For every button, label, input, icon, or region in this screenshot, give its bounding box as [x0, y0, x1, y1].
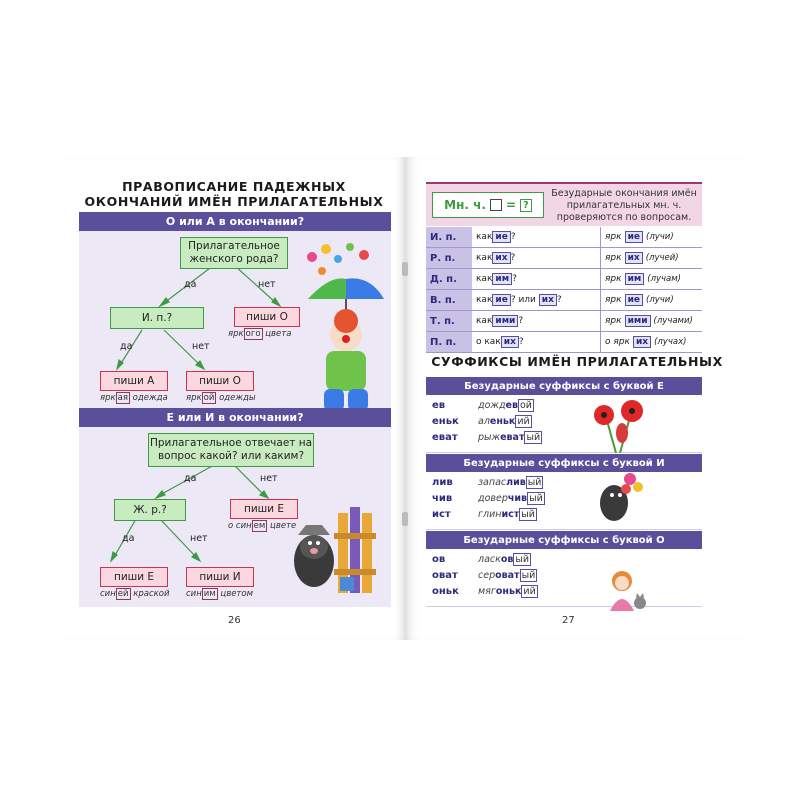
word-suffix: еньк	[489, 416, 516, 427]
suffix-list	[432, 399, 472, 447]
example-i	[186, 589, 253, 599]
case-name: В. п.	[426, 290, 472, 311]
question-text: ?	[518, 337, 524, 347]
case-example	[601, 311, 703, 332]
example-words	[478, 399, 578, 447]
example-stem: син	[186, 589, 202, 599]
question-text: ?	[556, 295, 562, 305]
case-example	[601, 332, 703, 353]
suffix-list	[432, 476, 472, 524]
example-note: (лучей)	[645, 253, 679, 263]
example-note: (лучах)	[654, 337, 687, 347]
suffix-item: оньк	[432, 586, 459, 597]
example-ending: ем	[253, 521, 266, 531]
rule-formula	[432, 192, 544, 218]
yes-label-4: да	[122, 533, 135, 544]
example-word	[478, 415, 578, 431]
rule-box	[426, 182, 702, 226]
question-kakoi: Прилагательное отвечает на вопрос какой? или каким?	[148, 433, 314, 467]
example-rest: цветом	[217, 589, 253, 599]
word-suffix: ист	[501, 509, 520, 520]
example-ending: им	[625, 273, 645, 285]
case-example	[601, 269, 703, 290]
word-stem: сер	[478, 570, 496, 581]
case-question	[472, 227, 601, 248]
word-suffix: чив	[507, 493, 528, 504]
word-ending: ый	[515, 554, 530, 565]
case-example	[601, 248, 703, 269]
write-o: пиши О	[186, 371, 254, 391]
suffix-item: лив	[432, 477, 453, 488]
case-name: П. п.	[426, 332, 472, 353]
left-page	[64, 157, 406, 640]
example-rest: одежда	[129, 393, 168, 403]
question-text: как	[476, 295, 493, 305]
case-row	[426, 248, 702, 269]
word-stem: ал	[478, 416, 490, 427]
example-word	[478, 585, 578, 601]
cases-table	[426, 227, 702, 353]
example-stem: о ярк	[605, 337, 630, 347]
formula-label: Мн. ч.	[444, 198, 486, 212]
case-row	[426, 311, 702, 332]
question-text: как	[476, 253, 493, 263]
case-name: Р. п.	[426, 248, 472, 269]
case-example	[601, 290, 703, 311]
ip-box: И. п.?	[110, 307, 204, 329]
staple-bottom	[402, 512, 408, 526]
suffix-item: чив	[432, 493, 453, 504]
suffix-list	[432, 553, 472, 601]
example-ending: ие	[625, 231, 643, 243]
no-label-4: нет	[190, 533, 208, 544]
poppies-illustration	[586, 397, 656, 453]
question-ending: их	[539, 294, 557, 306]
word-stem: ласк	[478, 554, 501, 565]
word-suffix: лив	[506, 477, 526, 488]
no-label-1: нет	[258, 279, 276, 290]
girl-with-cat-illustration	[602, 567, 650, 613]
write-o-top: пиши О	[234, 307, 300, 327]
case-row	[426, 332, 702, 353]
case-name: Т. п.	[426, 311, 472, 332]
word-ending: ый	[521, 509, 535, 520]
example-ending: ой	[203, 393, 215, 403]
example-stem: ярк	[605, 274, 622, 284]
example-word	[478, 569, 578, 585]
example-ending: их	[633, 336, 651, 348]
word-ending: ый	[521, 570, 536, 581]
question-text: ?	[510, 232, 516, 242]
example-word	[478, 492, 578, 508]
example-note: (лучи)	[646, 295, 674, 305]
case-question	[472, 269, 601, 290]
example-stem: ярк	[605, 253, 622, 263]
case-question	[472, 290, 601, 311]
word-ending: ой	[519, 400, 532, 411]
word-suffix: оньк	[495, 586, 522, 597]
example-rest: краской	[130, 589, 170, 599]
page-number-right: 27	[562, 615, 575, 626]
example-ending: ие	[625, 294, 643, 306]
question-text: ? или	[510, 295, 539, 305]
left-page-title: ПРАВОПИСАНИЕ ПАДЕЖНЫХ ОКОНЧАНИЙ ИМЁН ПРИЛАГАТЕЛЬНЫХ	[84, 179, 384, 209]
question-text: ?	[510, 253, 516, 263]
suffix-item: оват	[432, 570, 458, 581]
zhr-box: Ж. р.?	[114, 499, 186, 521]
write-a: пиши А	[100, 371, 168, 391]
example-e	[100, 589, 170, 599]
example-stem: о син	[228, 521, 252, 531]
word-suffix: ев	[505, 400, 518, 411]
word-ending: ий	[517, 416, 530, 427]
question-text: как	[476, 232, 493, 242]
suffix-item: ев	[432, 400, 446, 411]
case-row	[426, 290, 702, 311]
example-words	[478, 553, 578, 601]
example-ending: им	[203, 589, 216, 599]
example-stem: син	[100, 589, 116, 599]
page-number-left: 26	[228, 615, 241, 626]
case-row	[426, 227, 702, 248]
case-example	[601, 227, 703, 248]
no-label-3: нет	[260, 473, 278, 484]
staple-top	[402, 262, 408, 276]
example-ending: их	[625, 252, 643, 264]
question-feminine: Прилагательное женского рода?	[180, 237, 288, 269]
question-ending: ие	[492, 231, 510, 243]
word-ending: ый	[526, 432, 541, 443]
question-text: как	[476, 316, 493, 326]
case-question	[472, 311, 601, 332]
mole-with-flowers-illustration	[590, 467, 646, 523]
section1-header: О или А в окончании?	[79, 212, 391, 231]
word-suffix: ов	[500, 554, 514, 565]
write-i: пиши И	[186, 567, 254, 587]
example-ending: ими	[625, 315, 651, 327]
yes-label-2: да	[120, 341, 133, 352]
yes-label-3: да	[184, 473, 197, 484]
yes-label-1: да	[184, 279, 197, 290]
word-ending: ый	[529, 493, 543, 504]
word-stem: запас	[478, 477, 507, 488]
question-text: ?	[512, 274, 517, 284]
word-stem: довер	[478, 493, 508, 504]
example-word	[478, 476, 578, 492]
suffix-item: еньк	[432, 416, 459, 427]
example-stem: ярк	[605, 316, 622, 326]
question-text: о как	[476, 337, 501, 347]
example-ending: ая	[117, 393, 128, 403]
example-ending: ого	[245, 329, 261, 339]
word-ending: ий	[523, 586, 536, 597]
ending-square-icon	[490, 199, 502, 211]
case-question	[472, 248, 601, 269]
suffix-item: еват	[432, 432, 458, 443]
suffix-group-header: Безударные суффиксы с буквой Е	[426, 377, 702, 395]
example-stem: ярк	[605, 295, 622, 305]
example-stem: ярк	[228, 329, 244, 339]
suffix-title: СУФФИКСЫ ИМЁН ПРИЛАГАТЕЛЬНЫХ	[431, 354, 723, 369]
word-stem: мяг	[478, 586, 496, 597]
mole-painting-fence-illustration	[280, 503, 380, 599]
word-suffix: оват	[495, 570, 520, 581]
question-text: как	[476, 274, 493, 284]
example-note: (лучам)	[647, 274, 681, 284]
question-ending: ие	[492, 294, 510, 306]
example-rest: одежды	[216, 393, 256, 403]
word-ending: ый	[527, 477, 542, 488]
example-word	[478, 431, 578, 447]
suffix-group-header: Безударные суффиксы с буквой И	[426, 454, 702, 472]
question-ending: их	[501, 336, 519, 348]
word-suffix: еват	[500, 432, 525, 443]
example-word	[478, 508, 578, 524]
suffix-item: ист	[432, 509, 451, 520]
case-row	[426, 269, 702, 290]
example-word	[478, 553, 578, 569]
question-text: ?	[518, 316, 524, 326]
write-e-top: пиши Е	[230, 499, 298, 519]
question-ending: им	[492, 273, 512, 285]
example-stem: ярк	[605, 232, 622, 242]
example-rest: цвете	[267, 521, 297, 531]
right-page	[406, 157, 748, 640]
example-word	[478, 399, 578, 415]
example-stem: ярк	[186, 393, 202, 403]
word-stem: глин	[478, 509, 502, 520]
case-name: Д. п.	[426, 269, 472, 290]
no-label-2: нет	[192, 341, 210, 352]
example-rest: цвета	[262, 329, 292, 339]
example-note: (лучами)	[653, 316, 693, 326]
suffix-item: ов	[432, 554, 446, 565]
section2-header: Е или И в окончании?	[79, 408, 391, 427]
case-question	[472, 332, 601, 353]
example-words	[478, 476, 578, 524]
question-ending: ими	[492, 315, 518, 327]
example-ending: ей	[117, 589, 129, 599]
example-note: (лучи)	[646, 232, 674, 242]
suffix-group-header: Безударные суффиксы с буквой О	[426, 531, 702, 549]
example-stem: ярк	[100, 393, 116, 403]
formula-question: ?	[520, 199, 532, 212]
case-name: И. п.	[426, 227, 472, 248]
question-ending: их	[492, 252, 510, 264]
word-stem: дожд	[478, 400, 506, 411]
rule-text: Безударные окончания имён прилагательных мн. ч. проверяются по вопросам.	[551, 188, 697, 223]
word-stem: рыж	[478, 432, 501, 443]
formula-eq: =	[505, 198, 516, 212]
write-e: пиши Е	[100, 567, 168, 587]
